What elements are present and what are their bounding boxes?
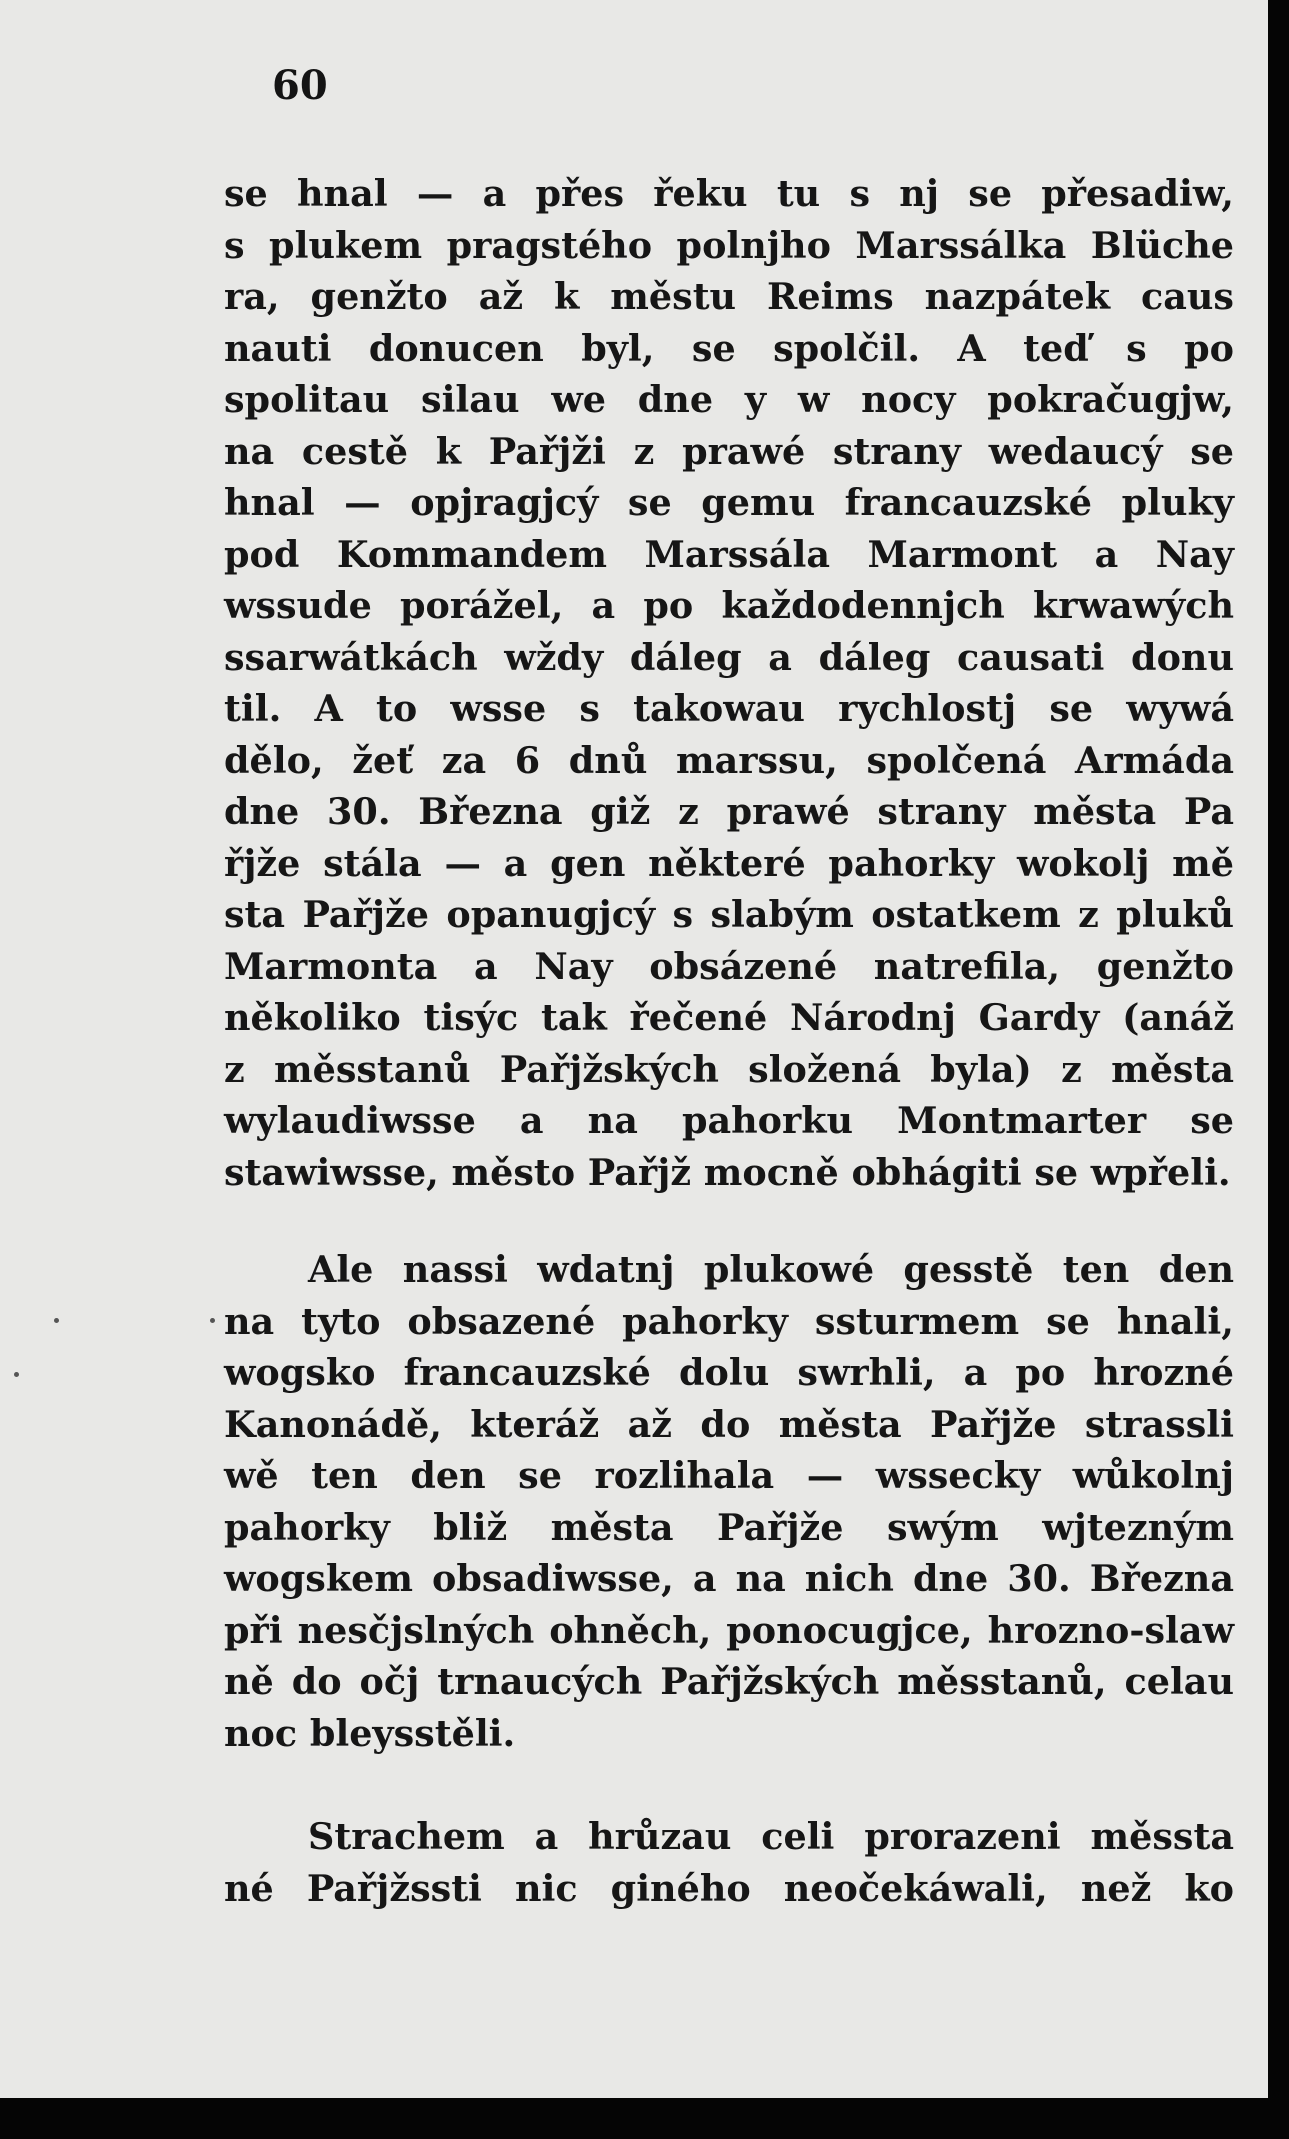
paper-speck xyxy=(210,1318,215,1323)
paper-speck xyxy=(14,1372,19,1377)
text-line: řjže stála — a gen některé pahorky wokolj mě xyxy=(224,841,1234,885)
text-line: ra, genžto až k městu Reims nazpátek caus xyxy=(224,275,1234,318)
text-line: wogskem obsadiwsse, a na nich dne 30. Března xyxy=(224,1557,1234,1600)
text-line: se hnal — a přes řeku tu s nj se přesadiw, xyxy=(224,172,1234,215)
text-line: Ale nassi wdatnj plukowé gesstě ten den xyxy=(308,1248,1234,1291)
text-line: stawiwsse, město Pařjž mocně obhágiti se wpřeli. xyxy=(224,1150,1231,1194)
text-line: wylaudiwsse a na pahorku Montmarter se xyxy=(224,1099,1234,1142)
text-line: sta Pařjže opanugjcý s slabým ostatkem z pluků xyxy=(224,893,1234,936)
page-number: 60 xyxy=(272,62,328,109)
text-line: nauti donucen byl, se spolčil. A teď s po xyxy=(224,326,1234,370)
text-line: til. A to wsse s takowau rychlostj se wywá xyxy=(224,687,1234,730)
paragraph-3 xyxy=(224,1811,1234,1914)
text-line: ně do očj trnaucých Pařjžských měsstanů, celau xyxy=(224,1660,1234,1703)
text-line: dne 30. Března giž z prawé strany města Pa xyxy=(224,790,1234,833)
text-line: z měsstanů Pařjžských složená byla) z města xyxy=(224,1047,1234,1091)
text-line: Strachem a hrůzau celi prorazeni měssta xyxy=(308,1815,1234,1858)
text-line: pahorky bliž města Pařjže swým wjtezným xyxy=(224,1505,1234,1549)
text-line: na cestě k Pařjži z prawé strany wedaucý se xyxy=(224,429,1234,473)
scan-border-right xyxy=(1268,0,1289,2139)
text-line: wssude porážel, a po každodennjch krwawých xyxy=(224,584,1234,627)
text-line: né Pařjžssti nic giného neočekáwali, než ko xyxy=(224,1866,1234,1910)
text-line: wě ten den se rozlihala — wssecky wůkolnj xyxy=(224,1454,1234,1497)
text-line: noc bleysstěli. xyxy=(224,1711,516,1755)
scan-border-bottom xyxy=(0,2098,1289,2139)
text-line: při nesčjslných ohněch, ponocugjce, hrozno-slaw xyxy=(224,1608,1234,1652)
text-line: spolitau silau we dne y w nocy pokračugjw, xyxy=(224,378,1234,421)
paragraph-2 xyxy=(224,1244,1234,1759)
text-line: s plukem pragstého polnjho Marssálka Blüche xyxy=(224,223,1234,267)
body-text xyxy=(224,168,1234,1914)
text-line: dělo, žeť za 6 dnů marssu, spolčená Armáda xyxy=(224,738,1234,782)
text-line: hnal — opjragjcý se gemu francauzské pluky xyxy=(224,481,1234,524)
text-line: ssarwátkách wždy dáleg a dáleg causati donu xyxy=(224,635,1234,679)
text-line: Marmonta a Nay obsázené natrefila, genžto xyxy=(224,944,1234,988)
text-line: pod Kommandem Marssála Marmont a Nay xyxy=(224,532,1234,576)
text-line: Kanonádě, kteráž až do města Pařjže strassli xyxy=(224,1402,1234,1446)
paper-speck xyxy=(54,1318,59,1323)
text-line: na tyto obsazené pahorky ssturmem se hnali, xyxy=(224,1299,1234,1343)
text-line: wogsko francauzské dolu swrhli, a po hrozné xyxy=(224,1351,1234,1394)
paragraph-1 xyxy=(224,168,1234,1198)
text-line: několiko tisýc tak řečené Národnj Gardy (anáž xyxy=(224,996,1234,1039)
